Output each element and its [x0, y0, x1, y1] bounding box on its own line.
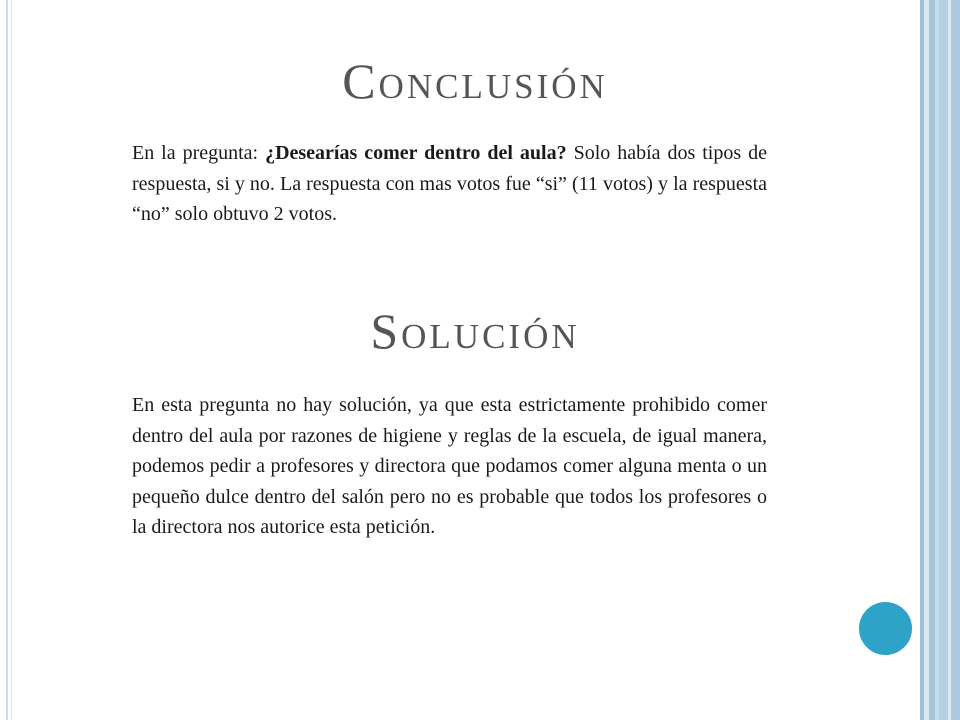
paragraph-rest: Solo había dos tipos de respuesta, si y no. La respuesta con mas votos fue “si” (11 votos) y la respuesta “no” solo obtuvo 2 votos. — [132, 142, 767, 225]
solution-paragraph: En esta pregunta no hay solución, ya que esta estrictamente prohibido comer dentro del aula por razones de higiene y reglas de la escuela, de igual manera, podemos pedir a profesores y directora que podamos comer alguna menta o un pequeño dulce dentro del salón pero no es probable que todos los profesores o la directora nos autorice esta petición. — [132, 394, 767, 538]
survey-question: ¿Desearías comer dentro del aula? — [265, 142, 567, 164]
stripe — [951, 0, 960, 720]
conclusion-heading: Conclusión — [342, 53, 608, 109]
paragraph-lead: En la pregunta: — [132, 142, 266, 164]
decorative-circle — [856, 599, 915, 658]
conclusion-paragraph — [132, 138, 767, 230]
solution-heading: Solución — [370, 303, 580, 359]
